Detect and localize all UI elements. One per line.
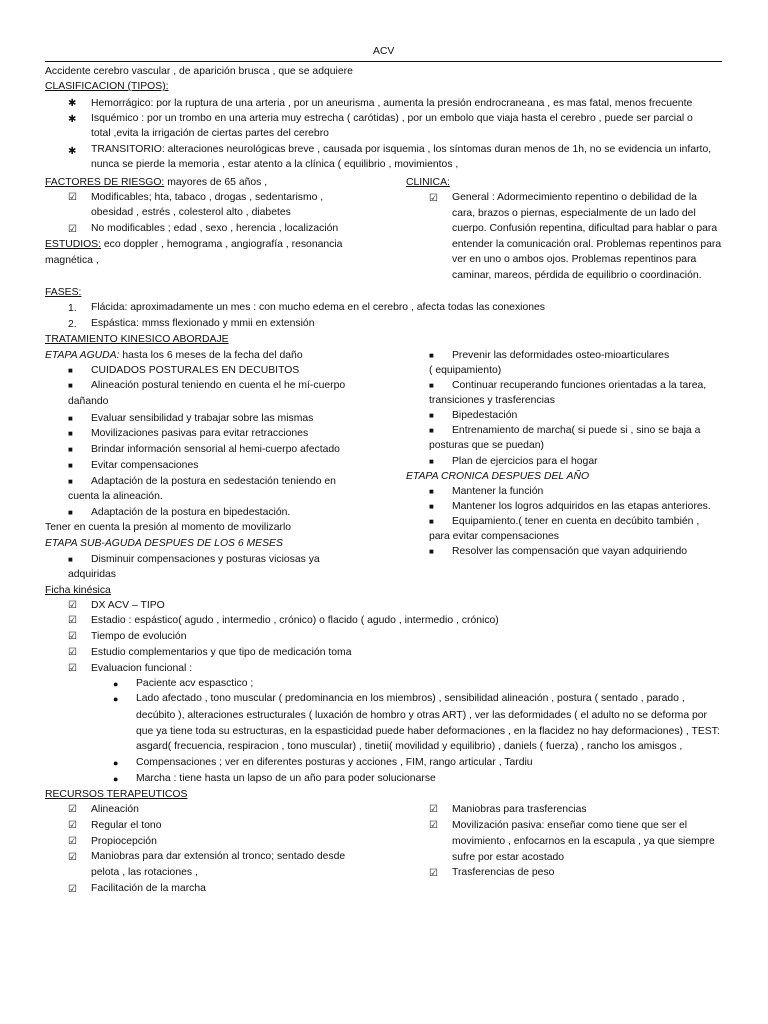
dot-bullet-icon: ● (113, 694, 119, 704)
clinica-line-5: ver en uno o ambos ojos. Problemas repentinos para (452, 254, 697, 265)
cronica-item-3: Equipamiento.( tener en cuenta en decúbito también , (452, 516, 700, 527)
cronica-label: ETAPA CRONICA DESPUES DEL AÑO (406, 471, 590, 482)
square-bullet-icon: ■ (68, 414, 73, 423)
right-item-4-cont: posturas que se puedan) (429, 440, 544, 451)
checkbox-icon: ☑ (68, 615, 77, 626)
recursos-heading: RECURSOS TERAPEUTICOS (45, 789, 188, 800)
eval-item-1: Paciente acv espasctico ; (136, 678, 254, 689)
dot-bullet-icon: ● (113, 758, 119, 768)
checkbox-icon: ☑ (68, 647, 77, 658)
clinica-line-6: caminar, mareos, pérdida de equilibrio o coordinación. (452, 270, 702, 281)
cronica-item-4: Resolver las compensación que vayan adquiriendo (452, 546, 688, 557)
risk-heading: FACTORES DE RIESGO: (45, 177, 165, 188)
checkbox-icon: ☑ (68, 852, 77, 863)
square-bullet-icon: ■ (68, 477, 73, 486)
ficha-item-4: Estudio complementarios y que tipo de medicación toma (91, 647, 352, 658)
recurso-left-4: Maniobras para dar extensión al tronco; sentado desde (91, 851, 346, 862)
recurso-right-3: Trasferencias de peso (452, 867, 555, 878)
square-bullet-icon: ■ (68, 366, 73, 375)
checkbox-icon: ☑ (429, 868, 438, 879)
recurso-left-3: Propiocepción (91, 836, 157, 847)
square-bullet-icon: ■ (429, 426, 434, 435)
cronica-item-1: Mantener la función (452, 486, 544, 497)
checkbox-icon: ☑ (68, 631, 77, 642)
checkbox-icon: ☑ (68, 836, 77, 847)
clinica-line-2: cara, brazos o piernas, especialmente de un lado del (452, 208, 696, 219)
eval-item-2: Lado afectado , tono muscular ( predominancia en los miembros) , sensibilidad alineación , postura ( sentado , parado , (136, 693, 685, 704)
type-hemorragico: Hemorrágico: por la ruptura de una arteria , por un aneurisma , aumenta la presión endrocraneana , es mas fatal, menos frecuente (91, 98, 693, 109)
square-bullet-icon: ■ (429, 381, 434, 390)
clasificacion-heading: CLASIFICACION (TIPOS): (45, 81, 169, 92)
right-item-5: Plan de ejercicios para el hogar (452, 456, 598, 467)
ficha-heading: Ficha kinésica (45, 585, 111, 596)
studies-rest: eco doppler , hemograma , angiografía , resonancia (101, 239, 343, 250)
aguda-item-3: Evaluar sensibilidad y trabajar sobre las mismas (91, 413, 314, 424)
eval-item-3: Compensaciones ; ver en diferentes posturas y acciones , FIM, rango articular , Tardiu (136, 757, 533, 768)
subaguda-item-1: Disminuir compensaciones y posturas viciosas ya (91, 554, 320, 565)
aguda-label: ETAPA AGUDA: (45, 350, 120, 361)
checkbox-icon: ☑ (68, 663, 77, 674)
risk-no-modificables: No modificables ; edad , sexo , herencia , localización (91, 223, 339, 234)
recurso-right-2-cont-1: movimiento , enfocarnos en la escapula , ya que siempre (452, 836, 715, 847)
right-item-1-cont: ( equipamiento) (429, 365, 502, 376)
clinica-line-1: General : Adormecimiento repentino o debilidad de la (452, 192, 697, 203)
aguda-line (45, 349, 303, 362)
dot-bullet-icon: ● (113, 774, 119, 784)
tratamiento-heading: TRATAMIENTO KINESICO ABORDAJE (45, 334, 229, 345)
ficha-item-2: Estadio : espástico( agudo , intermedio , crónico) o flacido ( agudo , intermedio , crónico) (91, 615, 499, 626)
square-bullet-icon: ■ (429, 411, 434, 420)
clinica-line-3: cuerpo. Confusión repentina, dificultad para hablar o para (452, 223, 718, 234)
clinica-heading: CLINICA: (406, 177, 450, 188)
aguda-item-1: CUIDADOS POSTURALES EN DECUBITOS (91, 365, 300, 376)
checkbox-icon: ☑ (68, 224, 77, 235)
recurso-right-2: Movilización pasiva: enseñar como tiene que ser el (452, 820, 688, 831)
square-bullet-icon: ■ (429, 487, 434, 496)
aguda-item-7: Adaptación de la postura en sedestación teniendo en (91, 476, 336, 487)
square-bullet-icon: ■ (429, 517, 434, 526)
subaguda-label: ETAPA SUB-AGUDA DESPUES DE LOS 6 MESES (45, 538, 283, 549)
square-bullet-icon: ■ (68, 429, 73, 438)
aguda-item-8: Adaptación de la postura en bipedestación. (91, 507, 291, 518)
checkbox-icon: ☑ (68, 804, 77, 815)
aguda-item-2: Alineación postural teniendo en cuenta el he mí-cuerpo (91, 380, 346, 391)
recurso-left-4-cont: pelota , las rotaciones , (91, 867, 198, 878)
presion-note: Tener en cuenta la presión al momento de movilizarlo (45, 522, 292, 533)
page-title: ACV (373, 46, 395, 57)
type-transitorio-cont: nunca se pierde la memoria , estar atento a la clínica ( equilibrio , movimientos , (91, 159, 459, 170)
aguda-item-5: Brindar información sensorial al hemi-cuerpo afectado (91, 444, 340, 455)
type-isquemico-cont: total ,evita la irrigación de ciertas partes del cerebro (91, 128, 329, 139)
aguda-item-2-cont: dañando (68, 396, 109, 407)
eval-item-2-cont-3: asgard( frecuencia, respiracion , tono muscular) , tinetii( movilidad y equilibrio) , daniels ( fuerza) , rancho los amisgos , (136, 741, 683, 752)
square-bullet-icon: ■ (429, 457, 434, 466)
fase-espastica: Espástica: mmss flexionado y mmii en extensión (91, 318, 315, 329)
right-item-1: Prevenir las deformidades osteo-mioarticulares (452, 350, 670, 361)
checkbox-icon: ☑ (68, 820, 77, 831)
star-bullet-icon: ✱ (68, 114, 77, 125)
risk-rest: mayores de 65 años , (164, 177, 268, 188)
eval-item-4: Marcha : tiene hasta un lapso de un año para poder solucionarse (136, 773, 436, 784)
risk-line (45, 176, 267, 189)
right-item-3: Bipedestación (452, 410, 518, 421)
star-bullet-icon: ✱ (68, 98, 77, 109)
fase-number: 1. (68, 303, 77, 314)
checkbox-icon: ☑ (429, 820, 438, 831)
right-item-4: Entrenamiento de marcha( si puede si , sino se baja a (452, 425, 701, 436)
square-bullet-icon: ■ (68, 508, 73, 517)
cronica-item-3-cont: para evitar compensaciones (429, 531, 559, 542)
type-isquemico: Isquémico : por un trombo en una arteria muy estrecha ( carótidas) , por un embolo que viaja hasta el cerebro , puede ser parcial o (91, 113, 693, 124)
checkbox-icon: ☑ (429, 193, 438, 204)
recurso-left-5: Facilitación de la marcha (91, 883, 206, 894)
fases-heading: FASES: (45, 287, 82, 298)
ficha-item-5: Evaluacion funcional : (91, 663, 193, 674)
studies-line (45, 238, 342, 251)
star-bullet-icon: ✱ (68, 146, 77, 157)
checkbox-icon: ☑ (68, 600, 77, 611)
square-bullet-icon: ■ (429, 547, 434, 556)
title-divider (45, 61, 722, 62)
square-bullet-icon: ■ (68, 555, 73, 564)
type-transitorio: TRANSITORIO: alteraciones neurológicas breve , causada por isquemia , los síntomas duran menos de 1h, no se evidencia un infarto, (91, 144, 712, 155)
checkbox-icon: ☑ (68, 884, 77, 895)
studies-heading: ESTUDIOS: (45, 239, 102, 250)
cronica-item-2: Mantener los logros adquiridos en las etapas anteriores. (452, 501, 711, 512)
intro-line: Accidente cerebro vascular , de aparición brusca , que se adquiere (45, 66, 353, 77)
square-bullet-icon: ■ (68, 461, 73, 470)
right-item-2-cont: transiciones y trasferencias (429, 395, 555, 406)
fase-flacida: Flácida: aproximadamente un mes : con mucho edema en el cerebro , afecta todas las conexiones (91, 302, 545, 313)
square-bullet-icon: ■ (68, 445, 73, 454)
subaguda-item-1-cont: adquiridas (68, 569, 116, 580)
square-bullet-icon: ■ (68, 381, 73, 390)
square-bullet-icon: ■ (429, 502, 434, 511)
recurso-left-2: Regular el tono (91, 820, 162, 831)
eval-item-2-cont-2: que ya tiene toda su estructuras, en la espasticidad puede haber deformaciones , en la flacidez no hay deformaciones) , TEST: (136, 726, 720, 737)
checkbox-icon: ☑ (429, 804, 438, 815)
recurso-right-1: Maniobras para trasferencias (452, 804, 587, 815)
clinica-line-4: entender la comunicación oral. Problemas repentinos para (452, 239, 722, 250)
dot-bullet-icon: ● (113, 679, 119, 689)
fase-number: 2. (68, 319, 77, 330)
ficha-item-3: Tiempo de evolución (91, 631, 187, 642)
checkbox-icon: ☑ (68, 192, 77, 203)
aguda-item-7-cont: cuenta la alineación. (68, 491, 163, 502)
studies-line-2: magnética , (45, 255, 99, 266)
risk-modificables: Modificables; hta, tabaco , drogas , sedentarismo , (91, 192, 324, 203)
right-item-2: Continuar recuperando funciones orientadas a la tarea, (452, 380, 707, 391)
aguda-item-6: Evitar compensaciones (91, 460, 199, 471)
aguda-item-4: Movilizaciones pasivas para evitar retracciones (91, 428, 309, 439)
recurso-left-1: Alineación (91, 804, 139, 815)
aguda-rest: hasta los 6 meses de la fecha del daño (119, 350, 303, 361)
ficha-item-1: DX ACV – TIPO (91, 600, 165, 611)
risk-modificables-cont: obesidad , estrés , colesterol alto , diabetes (91, 207, 291, 218)
eval-item-2-cont-1: decúbito ), alteraciones estructurales ( luxación de hombro y otras ART) , ver las deformidades ( el adulto no se deforma por (136, 710, 707, 721)
square-bullet-icon: ■ (429, 351, 434, 360)
recurso-right-2-cont-2: sufre por estar acostado (452, 852, 565, 863)
